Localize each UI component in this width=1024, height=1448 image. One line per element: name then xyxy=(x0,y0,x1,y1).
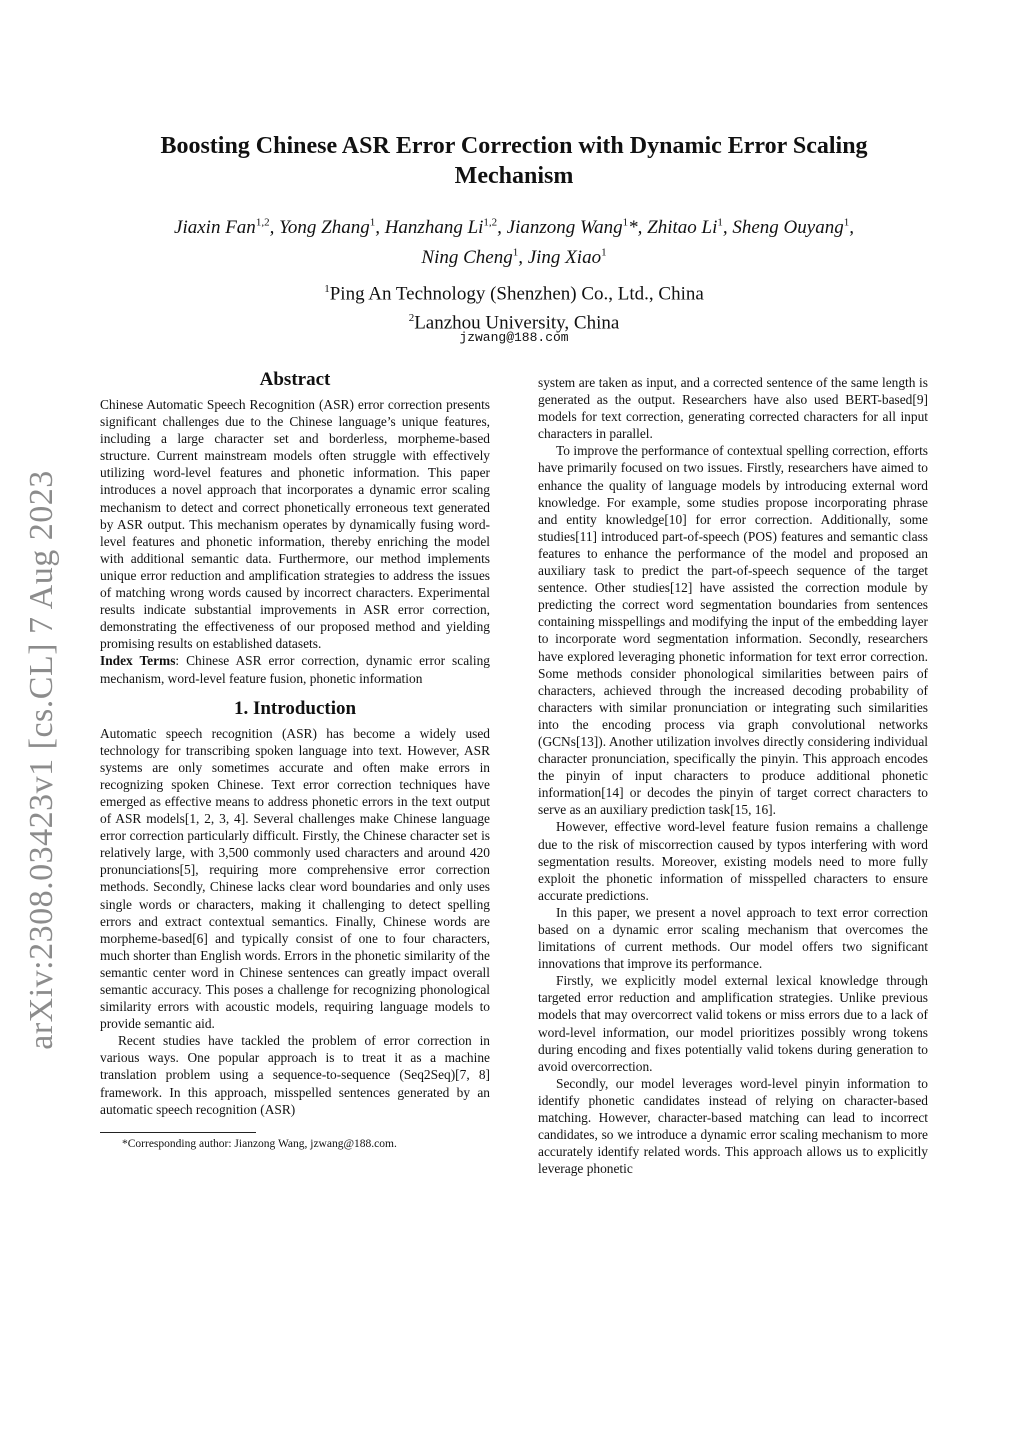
right-column xyxy=(538,374,928,1177)
author: Ning Cheng$^1$, xyxy=(421,246,528,268)
affiliations xyxy=(100,277,928,336)
affiliation: $^2$Lanzhou University, China xyxy=(408,312,620,334)
author: Jing Xiao$^1$ xyxy=(527,246,607,268)
author-list xyxy=(100,211,928,270)
affiliation: $^1$Ping An Technology (Shenzhen) Co., Ltd., China xyxy=(324,283,704,305)
body-paragraph: Recent studies have tackled the problem of error correction in various ways. One popular approach is to treat it as a machine translation problem using a sequence-to-sequence (Seq2Seq)[7, 8] framework. In this approach, misspelled sentences generated by an automatic speech recognition (ASR) xyxy=(100,1033,490,1117)
body-paragraph: However, effective word-level feature fusion remains a challenge due to the risk of miscorrection caused by typos interfering with word segmentation results. Moreover, existing models need to more fully exploit the phonetic information of misspelled characters to ensure accurate predictions. xyxy=(538,819,928,903)
paper-title: Boosting Chinese ASR Error Correction with Dynamic Error Scaling Mechanism xyxy=(160,133,868,189)
author: Jianzong Wang$^1$*, xyxy=(506,217,648,239)
body-paragraph: Secondly, our model leverages word-level pinyin information to identify phonetic candidates instead of relying on character-based matching. However, character-based matching can lead to incorrect candidates, so we introduce a dynamic error scaling mechanism to more accurately identify related words. This approach allows us to explicitly leverage phonetic xyxy=(538,1075,928,1177)
body-paragraph: Automatic speech recognition (ASR) has become a widely used technology for transcribing spoken language into text. However, ASR systems are only sometimes accurate and often make errors in recognizing spoken Chinese. Text error correction techniques have emerged as effective means to address phonetic errors in the text output of ASR models[1, 2, 3, 4]. Several challenges make Chinese language error correction particularly difficult. Firstly, the Chinese character set is relatively large, with 3,500 commonly used characters and around 420 pronunciations[5], requiring more comprehensive error correction methods. Secondly, Chinese lacks clear word boundaries and only uses single words or characters, making it challenging to detect spelling errors and extract contextual semantics. Finally, Chinese words are morpheme-based[6] and typically consist of one to four characters, much shorter than English words. Errors in the phonetic similarity of the semantic center word in Chinese sentences can greatly impact overall semantic accuracy. This poses a challenge for recognizing phonological similarity errors with acoustic models, requiring language models to provide semantic aid. xyxy=(100,725,490,1032)
index-terms: Index Terms: Chinese ASR error correction, dynamic error scaling mechanism, word-level feature fusion, phonetic information xyxy=(100,653,490,686)
body-paragraph: To improve the performance of contextual spelling correction, efforts have primarily focused on two issues. Firstly, researchers have aimed to enhance the quality of language models by introducing external word knowledge. For example, some studies propose incorporating phrase and entity knowledge[10] for error correction. Additionally, some studies[11] introduced part-of-speech (POS) features and semantic class features to enhance the performance of the model and proposed an auxiliary task to predict the part-of-speech sequence of the target sentence. Other studies[12] have assisted the correction module by predicting the correct word segmentation boundaries from sentences containing misspellings and modifying the input of the embedding layer to incorporate word segmentation information. Secondly, researchers have explored leveraging phonetic information for text error correction. Some methods consider phonological similarities between pairs of characters, achieved through the increased decoding probability of characters with similar pronunciation or integrating such similarities into the encoding process via graph convolutional networks (GCNs[13]). Another utilization involves directly considering individual character pronunciation, specifically the pinyin. This approach encodes the pinyin of input characters to produce additional phonetic information[14] or decodes the pinyin of target correct characters to serve as an auxiliary prediction task[15, 16]. xyxy=(538,443,928,818)
contact-email[interactable]: jzwang@188.com xyxy=(459,330,569,345)
footnote-divider xyxy=(100,1132,256,1133)
body-paragraph: Firstly, we explicitly model external lexical knowledge through targeted error reduction and amplification strategies. Unlike previous models that may overcorrect valid tokens or miss errors due to a lack of word-level information, our model prioritizes possibly wrong tokens during encoding and fixes potentially valid tokens during generation to avoid overcorrection. xyxy=(538,973,928,1074)
footnote: *Corresponding author: Jianzong Wang, jzwang@188.com. xyxy=(122,1137,397,1150)
index-terms-label: Index Terms xyxy=(100,653,176,669)
author: Jiaxin Fan$^{1,2}$, xyxy=(174,217,280,239)
author: Sheng Ouyang$^1$, xyxy=(732,217,854,239)
author-line-1 xyxy=(100,211,928,240)
author-line-2 xyxy=(100,240,928,269)
author: Zhitao Li$^1$, xyxy=(647,217,733,239)
author: Yong Zhang$^1$, xyxy=(279,217,385,239)
abstract-heading: Abstract xyxy=(259,369,331,390)
abstract-text: Chinese Automatic Speech Recognition (ASR) error correction presents significant challenges due to the Chinese language’s unique features, including a large character set and borderless, morpheme-based structure. Current mainstream models often struggle with effectively utilizing word-level features and phonetic information. This paper introduces a novel approach that incorporates a dynamic error scaling mechanism to detect and correct phonetically erroneous text generated by ASR output. This mechanism operates by dynamically fusing word-level features and phonetic information, thereby enriching the model with additional semantic data. Furthermore, our method implements unique error reduction and amplification strategies to address the issues of matching wrong words caused by incorrect characters. Experimental results indicate substantial improvements in ASR error correction, demonstrating the effectiveness of our proposed method and yielding promising results on established datasets. xyxy=(100,397,490,652)
arxiv-identifier[interactable]: arXiv:2308.03423v1 [cs.CL] 7 Aug 2023 xyxy=(23,470,60,1050)
author: Hanzhang Li$^{1,2}$, xyxy=(384,217,507,239)
introduction-heading: 1. Introduction xyxy=(233,697,357,719)
left-column xyxy=(100,368,490,1152)
body-paragraph: system are taken as input, and a corrected sentence of the same length is generated as the output. Researchers have also used BERT-based[9] models for text correction, generating corrected characters for all input characters in parallel. xyxy=(538,375,928,442)
body-paragraph: In this paper, we present a novel approach to text error correction based on a dynamic error scaling mechanism that overcomes the limitations of current methods. Our model offers two significant innovations that improve its performance. xyxy=(538,904,928,972)
